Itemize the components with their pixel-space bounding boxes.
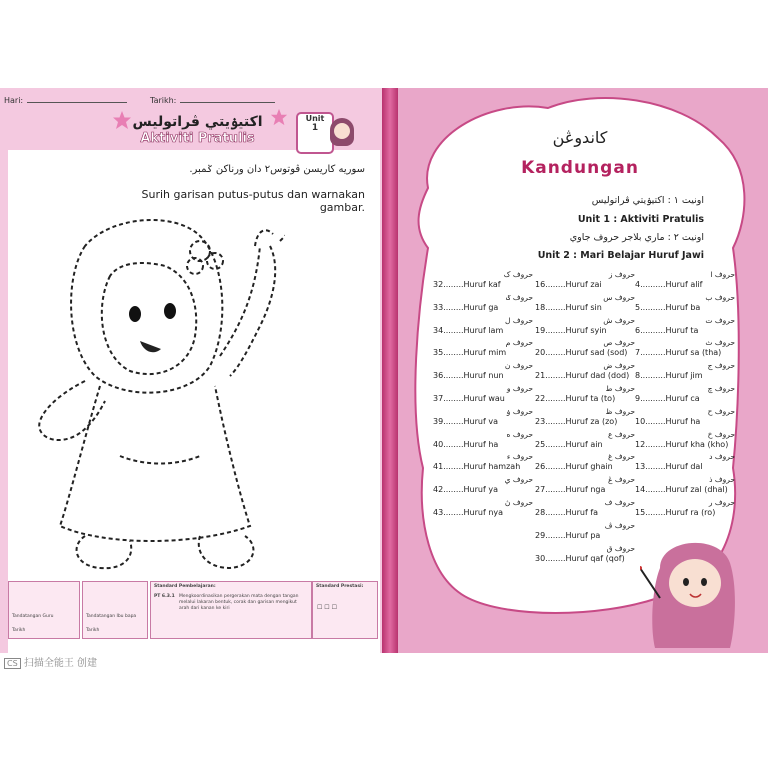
open-book [0, 88, 768, 653]
contents-title-jawi: كاندوڠن [552, 128, 608, 147]
scanner-watermark: CS 扫描全能王 创建 [4, 654, 97, 669]
contents-column-3 [433, 270, 533, 521]
list-item[interactable]: حروف ڤ 29........Huruf pa [535, 520, 635, 540]
list-item[interactable]: حروف خ 12........Huruf kha (kho) [635, 429, 735, 449]
list-item[interactable]: حروف ض 21........Huruf dad (dod) [535, 361, 635, 381]
standard-text: Mengkoordinasikan pergerakan mata dengan tangan melalui lakaran bentuk, corak dan garisan mengikut arah dari kanan ke kiri [179, 594, 299, 611]
list-item[interactable]: حروف غ 26........Huruf ghain [535, 452, 635, 472]
standard-learning-label: Standard Pembelajaran: [154, 584, 216, 589]
standard-learning-box [150, 581, 312, 639]
list-item[interactable]: حروف و 37........Huruf wau [433, 383, 533, 403]
activity-title-jawi: اكتيۏيتي ڤراتوليس [132, 114, 263, 130]
list-item[interactable]: حروف ڠ 27........Huruf nga [535, 475, 635, 495]
performance-checkboxes[interactable]: ☐ ☐ ☐ [317, 604, 337, 611]
list-item[interactable]: حروف ذ 14........Huruf zal (dhal) [635, 475, 735, 495]
tracing-girl-drawing[interactable] [25, 206, 285, 576]
hari-field: Hari: [4, 96, 127, 105]
instruction-latin: Surih garisan putus-putus dan warnakan gambar. [141, 188, 365, 214]
unit1-jawi: اونيت ١ : اكتيۏيتي ڤراتوليس [591, 195, 704, 206]
parent-signature-label: Tandatangan Ibu bapa [86, 614, 137, 619]
tarikh-line[interactable] [180, 102, 275, 103]
list-item[interactable]: حروف ل 34........Huruf lam [433, 315, 533, 335]
standard-code: PT 6.3.1 [154, 594, 175, 599]
list-item[interactable]: حروف ز 16........Huruf zai [535, 270, 635, 289]
mascot-face [334, 123, 350, 139]
unit-badge-number: 1 [311, 123, 319, 133]
list-item[interactable]: حروف ظ 23........Huruf za (zo) [535, 406, 635, 426]
instruction-jawi: سوريه كاريسن ڤوتوس٢ دان ورناكن ݢمبر. [189, 164, 365, 175]
list-item[interactable]: حروف ب 5..........Huruf ba [635, 292, 735, 312]
list-item[interactable]: حروف ع 25........Huruf ain [535, 429, 635, 449]
list-item[interactable]: حروف ي 42........Huruf ya [433, 475, 533, 495]
list-item[interactable]: حروف ص 20........Huruf sad (sod) [535, 338, 635, 358]
list-item[interactable]: حروف ݢ 33........Huruf ga [433, 292, 533, 312]
list-item[interactable]: حروف ث 7..........Huruf sa (tha) [635, 338, 735, 358]
performance-box[interactable] [312, 581, 378, 639]
list-item[interactable]: حروف ش 19........Huruf syin [535, 315, 635, 335]
left-page [0, 88, 388, 653]
unit-badge-label: Unit [305, 114, 325, 123]
hari-line[interactable] [27, 102, 127, 103]
list-item[interactable]: حروف ڽ 43........Huruf nya [433, 497, 533, 517]
list-item[interactable]: حروف ۏ 39........Huruf va [433, 406, 533, 426]
list-item[interactable]: حروف ح 10........Huruf ha [635, 406, 735, 426]
list-item[interactable]: حروف ا 4..........Huruf alif [635, 270, 735, 289]
unit2-jawi: اونيت ٢ : ماري بلاجر حروف جاوي [569, 232, 704, 243]
contents-column-2 [535, 270, 635, 566]
book-spine [382, 88, 398, 653]
cs-logo-icon: CS [4, 658, 21, 669]
unit-badge [296, 112, 334, 154]
list-item[interactable]: حروف ن 36........Huruf nun [433, 361, 533, 381]
list-item[interactable]: حروف د 13........Huruf dal [635, 452, 735, 472]
teacher-mascot-icon [640, 528, 750, 648]
list-item[interactable]: حروف ت 6..........Huruf ta [635, 315, 735, 335]
activity-title-latin: Aktiviti Pratulis [140, 131, 255, 146]
tarikh-field: Tarikh: [150, 96, 275, 105]
list-item[interactable]: حروف س 18........Huruf sin [535, 292, 635, 312]
guru-date-label: Tarikh [12, 628, 26, 633]
contents-column-1 [635, 270, 735, 521]
parent-date-label: Tarikh [86, 628, 100, 633]
list-item[interactable]: حروف ج 8..........Huruf jim [635, 361, 735, 381]
unit1-latin[interactable]: Unit 1 : Aktiviti Pratulis [577, 214, 704, 225]
contents-title-latin: Kandungan [521, 158, 639, 178]
list-item[interactable]: حروف ط 22........Huruf ta (to) [535, 383, 635, 403]
list-item[interactable]: حروف م 35........Huruf mim [433, 338, 533, 358]
guru-signature-label: Tandatangan Guru [12, 614, 54, 619]
list-item[interactable]: حروف چ 9..........Huruf ca [635, 383, 735, 403]
list-item[interactable]: حروف ک 32........Huruf kaf [433, 270, 533, 289]
activity-title-banner [110, 114, 285, 150]
performance-label: Standard Prestasi: [316, 584, 364, 589]
list-item[interactable]: حروف ق 30........Huruf qaf (qof) [535, 543, 635, 563]
list-item[interactable]: حروف ء 41........Huruf hamzah [433, 452, 533, 472]
signature-box-guru[interactable] [8, 581, 80, 639]
signature-box-parent[interactable] [82, 581, 148, 639]
list-item[interactable]: حروف ف 28........Huruf fa [535, 497, 635, 517]
list-item[interactable]: حروف ه 40........Huruf ha [433, 429, 533, 449]
unit2-latin[interactable]: Unit 2 : Mari Belajar Huruf Jawi [537, 250, 704, 261]
list-item[interactable]: حروف ر 15........Huruf ra (ro) [635, 497, 735, 517]
